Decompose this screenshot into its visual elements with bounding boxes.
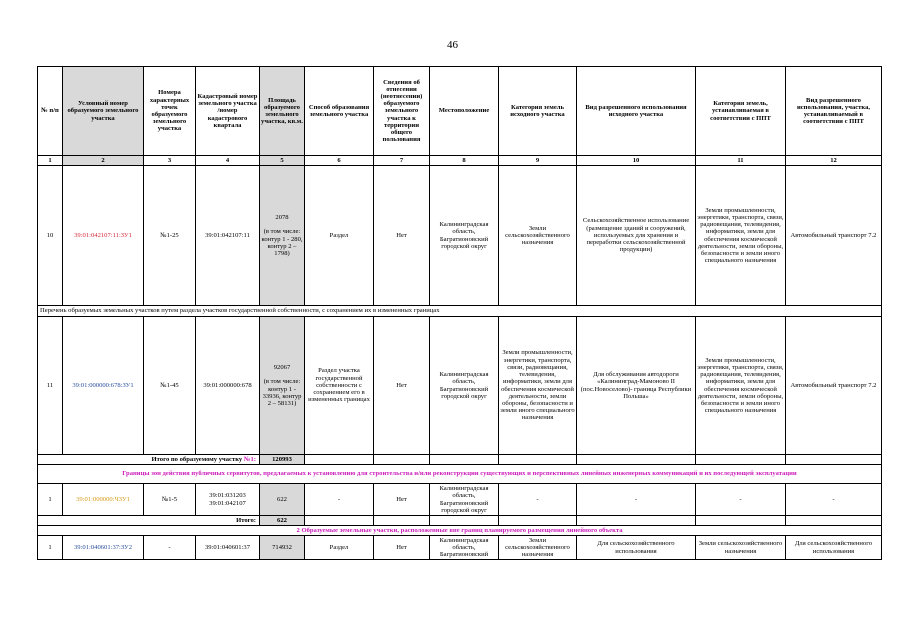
header-cell: Кадастровый номер земельного участка /номер кадастрового квартала xyxy=(196,67,260,156)
section-state-title: Перечень образуемых земельных участков путем раздела участков государственной собственности, с сохранением их в измененных границах xyxy=(38,306,882,317)
area-value: 2078 xyxy=(275,213,289,221)
column-number: 12 xyxy=(786,156,882,166)
source-permitted-use: Для сельскохозяйственного использования xyxy=(577,536,696,560)
new-land-category: Земли промышленности, энергетики, транспорта, связи, радиовещания, телевидения, информатики, земли для обеспечения космической деятельности, земли обороны, безопасности и земли иного специального назначения xyxy=(696,166,786,306)
source-land-category: - xyxy=(499,484,577,516)
table-row xyxy=(38,317,882,455)
section-row xyxy=(38,306,882,317)
cadastral-number: 39:01:000000:678 xyxy=(196,317,260,455)
row-number: 1 xyxy=(38,536,63,560)
source-land-category: Земли сельскохозяйственного назначения xyxy=(499,536,577,560)
column-number: 2 xyxy=(63,156,144,166)
public-use-flag: Нет xyxy=(374,484,430,516)
section-row xyxy=(38,526,882,536)
row-number: 10 xyxy=(38,166,63,306)
area-contours-note: (в том числе: контур 1 - 280, контур 2 – 1798) xyxy=(261,228,303,257)
new-permitted-use: Автомобильный транспорт 7.2 xyxy=(786,166,882,306)
points-range: - xyxy=(144,536,196,560)
land-plots-table xyxy=(37,66,882,560)
section-servitude-title: Границы зон действия публичных сервитутов, предлагаемых к установлению для строительства и/или реконструкции существующих и перспективных линейных инженерных коммуникаций и их последующей эксплуатации xyxy=(38,465,882,484)
area-value: 714932 xyxy=(260,536,305,560)
formation-method: - xyxy=(305,484,374,516)
area-contours-note: (в том числе: контур 1 - 33936, контур 2 – 58131) xyxy=(262,378,302,407)
location: Калининградская область, Багратионовский городской округ xyxy=(430,317,499,455)
area-cell xyxy=(260,317,305,455)
new-permitted-use: Для сельскохозяйственного использования xyxy=(786,536,882,560)
total-value: 120993 xyxy=(260,455,305,465)
table-row xyxy=(38,166,882,306)
column-number: 9 xyxy=(499,156,577,166)
total-label: Итого по образуемому участку xyxy=(151,455,243,463)
source-land-category: Земли промышленности, энергетики, транспорта, связи, радиовещания, телевидения, информатики, земли для обеспечения космической деятельности, земли обороны, безопасности и земли иного специального назначения xyxy=(499,317,577,455)
column-number: 3 xyxy=(144,156,196,166)
column-number: 10 xyxy=(577,156,696,166)
cadastral-quarter: 39:01:031203 xyxy=(209,492,246,500)
header-cell: Вид разрешенного использования исходного участка xyxy=(577,67,696,156)
section-row xyxy=(38,465,882,484)
formation-method: Раздел xyxy=(305,536,374,560)
column-number: 7 xyxy=(374,156,430,166)
conditional-plot-number: 39:01:040601:37:ЗУ2 xyxy=(63,536,144,560)
total-row xyxy=(38,516,882,526)
page-number: 46 xyxy=(447,39,458,51)
conditional-plot-number: 39:01:000000:ЧЗУ1 xyxy=(63,484,144,516)
cadastral-number xyxy=(196,484,260,516)
header-cell: Вид разрешенного использования, участка, устанавливаемый в соответствии с ППТ xyxy=(786,67,882,156)
source-permitted-use: - xyxy=(577,484,696,516)
column-number-row xyxy=(38,156,882,166)
row-number: 1 xyxy=(38,484,63,516)
table-row xyxy=(38,536,882,560)
column-number: 6 xyxy=(305,156,374,166)
header-cell: Категория земель, устанавливаемая в соответствии с ППТ xyxy=(696,67,786,156)
location: Калининградская область, Багратионовский городской округ xyxy=(430,166,499,306)
total-plot-ref: №1: xyxy=(243,455,256,463)
column-number: 5 xyxy=(260,156,305,166)
new-land-category: Земли промышленности, энергетики, транспорта, связи, радиовещания, телевидения, информатики, земли для обеспечения космической деятельности, земли обороны, безопасности и земли иного специального назначения xyxy=(696,317,786,455)
header-cell: Площадь образуемого земельного участка, кв.м. xyxy=(260,67,305,156)
points-range: №1-5 xyxy=(144,484,196,516)
header-cell: № п/п xyxy=(38,67,63,156)
formation-method: Раздел участка государственной собственности с сохранением его в измененных границах xyxy=(305,317,374,455)
cadastral-quarter: 39:01:042107 xyxy=(209,499,246,507)
location: Калининградская область, Багратионовский xyxy=(430,536,499,560)
header-cell: Местоположение xyxy=(430,67,499,156)
points-range: №1-45 xyxy=(144,317,196,455)
header-cell: Сведения об отнесении (неотнесении) образуемого земельного участка к территории общего пользования xyxy=(374,67,430,156)
area-value: 622 xyxy=(260,484,305,516)
source-land-category: Земли сельскохозяйственного назначения xyxy=(499,166,577,306)
column-number: 4 xyxy=(196,156,260,166)
header-cell: Номера характерных точек образуемого земельного участка xyxy=(144,67,196,156)
public-use-flag: Нет xyxy=(374,166,430,306)
source-permitted-use: Для обслуживания автодороги «Калининград-Мамоново II (пос.Новоселово)- граница Республики Польша» xyxy=(577,317,696,455)
new-land-category: - xyxy=(696,484,786,516)
header-cell: Условный номер образуемого земельного участка xyxy=(63,67,144,156)
location: Калининградская область, Багратионовский городской округ xyxy=(430,484,499,516)
header-row xyxy=(38,67,882,156)
column-number: 1 xyxy=(38,156,63,166)
table-row xyxy=(38,484,882,516)
conditional-plot-number: 39:01:042107:11:ЗУ1 xyxy=(63,166,144,306)
column-number: 8 xyxy=(430,156,499,166)
total-row xyxy=(38,455,882,465)
total-value: 622 xyxy=(260,516,305,526)
header-cell: Категория земель исходного участка xyxy=(499,67,577,156)
area-value: 92067 xyxy=(273,363,291,371)
conditional-plot-number: 39:01:000000:678:ЗУ1 xyxy=(63,317,144,455)
public-use-flag: Нет xyxy=(374,536,430,560)
row-number: 11 xyxy=(38,317,63,455)
header-cell: Способ образования земельного участка xyxy=(305,67,374,156)
area-cell xyxy=(260,166,305,306)
source-permitted-use: Сельскохозяйственное использование (размещение зданий и сооружений, используемых для хранения и переработки сельскохозяйственной продукции) xyxy=(577,166,696,306)
total-label: Итого: xyxy=(38,516,260,526)
formation-method: Раздел xyxy=(305,166,374,306)
new-permitted-use: - xyxy=(786,484,882,516)
section-outside-title: 2 Образуемые земельные участки, расположенные вне границ планируемого размещения линейного объекта xyxy=(38,526,882,536)
new-permitted-use: Автомобильный транспорт 7.2 xyxy=(786,317,882,455)
new-land-category: Земли сельскохозяйственного назначения xyxy=(696,536,786,560)
cadastral-number: 39:01:042107:11 xyxy=(196,166,260,306)
column-number: 11 xyxy=(696,156,786,166)
points-range: №1-25 xyxy=(144,166,196,306)
total-label-cell xyxy=(38,455,260,465)
cadastral-number: 39:01:040601:37 xyxy=(196,536,260,560)
public-use-flag: Нет xyxy=(374,317,430,455)
